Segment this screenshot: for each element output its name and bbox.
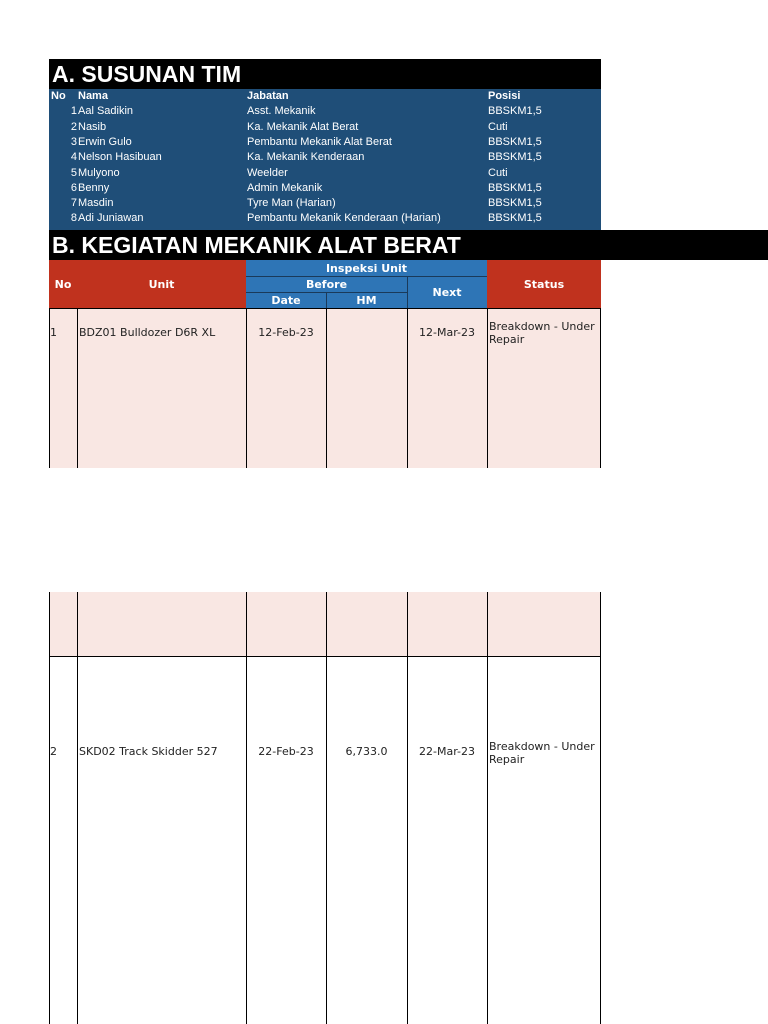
team-no: 8 [70, 212, 77, 225]
row-no: 1 [50, 326, 57, 339]
row-next: 22-Mar-23 [419, 745, 475, 758]
team-row [49, 120, 601, 135]
team-row [49, 135, 601, 150]
column-border [326, 308, 327, 468]
row-status: Breakdown - Under Repair [489, 320, 595, 346]
row-status: Breakdown - Under Repair [489, 740, 595, 766]
header-hm: HM [326, 292, 407, 308]
row-hm: 6,733.0 [345, 745, 388, 758]
team-posisi: BBSKM1,5 [488, 105, 542, 118]
team-jabatan: Pembantu Mekanik Kenderaan (Harian) [247, 212, 441, 225]
team-header-row [49, 89, 601, 104]
team-no: 1 [70, 105, 77, 118]
team-no: 2 [70, 120, 77, 133]
header-before: Before [246, 276, 407, 292]
section-a-title: A. SUSUNAN TIM [49, 59, 601, 89]
team-nama: Erwin Gulo [78, 135, 132, 148]
team-nama: Masdin [78, 197, 114, 210]
team-table [49, 89, 601, 230]
team-jabatan: Asst. Mekanik [247, 105, 316, 118]
header-divider [326, 292, 327, 308]
row-next: 12-Mar-23 [419, 326, 475, 339]
header-divider [246, 276, 487, 277]
team-row [49, 196, 601, 211]
team-posisi: BBSKM1,5 [488, 135, 542, 148]
team-nama: Nasib [78, 120, 107, 133]
team-nama: Benny [78, 181, 110, 194]
header-date: Date [246, 292, 326, 308]
team-header-nama: Nama [78, 90, 108, 102]
team-posisi: Cuti [488, 120, 508, 133]
team-header-no: No [51, 90, 66, 102]
row-date: 12-Feb-23 [258, 326, 314, 339]
row-date: 22-Feb-23 [258, 745, 314, 758]
row-unit: BDZ01 Bulldozer D6R XL [79, 326, 216, 339]
column-border [77, 308, 78, 468]
table-row-continuation [49, 592, 601, 656]
team-jabatan: Tyre Man (Harian) [247, 197, 336, 210]
team-nama: Nelson Hasibuan [78, 151, 162, 164]
header-no: No [49, 260, 77, 308]
row-no: 2 [50, 745, 57, 758]
team-posisi: BBSKM1,5 [488, 212, 542, 225]
team-row [49, 150, 601, 165]
header-inspeksi-unit: Inspeksi Unit [246, 260, 487, 276]
team-jabatan: Ka. Mekanik Alat Berat [247, 120, 359, 133]
team-no: 7 [70, 197, 77, 210]
row-border [49, 656, 601, 657]
team-posisi: BBSKM1,5 [488, 197, 542, 210]
team-row [49, 104, 601, 119]
team-posisi: BBSKM1,5 [488, 181, 542, 194]
team-row [49, 181, 601, 196]
column-border [487, 308, 488, 468]
header-status: Status [487, 260, 601, 308]
team-row [49, 211, 601, 226]
team-posisi: Cuti [488, 166, 508, 179]
team-nama: Mulyono [78, 166, 120, 179]
row-border [49, 308, 601, 309]
team-no: 6 [70, 181, 77, 194]
team-jabatan: Weelder [247, 166, 288, 179]
team-nama: Aal Sadikin [78, 105, 134, 118]
team-nama: Adi Juniawan [78, 212, 144, 225]
team-jabatan: Ka. Mekanik Kenderaan [247, 151, 365, 164]
team-jabatan: Pembantu Mekanik Alat Berat [247, 135, 392, 148]
section-b-title: B. KEGIATAN MEKANIK ALAT BERAT [49, 230, 768, 260]
header-unit: Unit [77, 260, 246, 308]
row-unit: SKD02 Track Skidder 527 [79, 745, 218, 758]
team-no: 3 [70, 135, 77, 148]
team-jabatan: Admin Mekanik [247, 181, 323, 194]
header-next: Next [407, 276, 487, 308]
team-header-posisi: Posisi [488, 90, 521, 102]
team-no: 4 [70, 151, 77, 164]
team-header-jabatan: Jabatan [247, 90, 289, 102]
team-row [49, 166, 601, 181]
header-divider [407, 276, 408, 308]
team-no: 5 [70, 166, 77, 179]
team-posisi: BBSKM1,5 [488, 151, 542, 164]
